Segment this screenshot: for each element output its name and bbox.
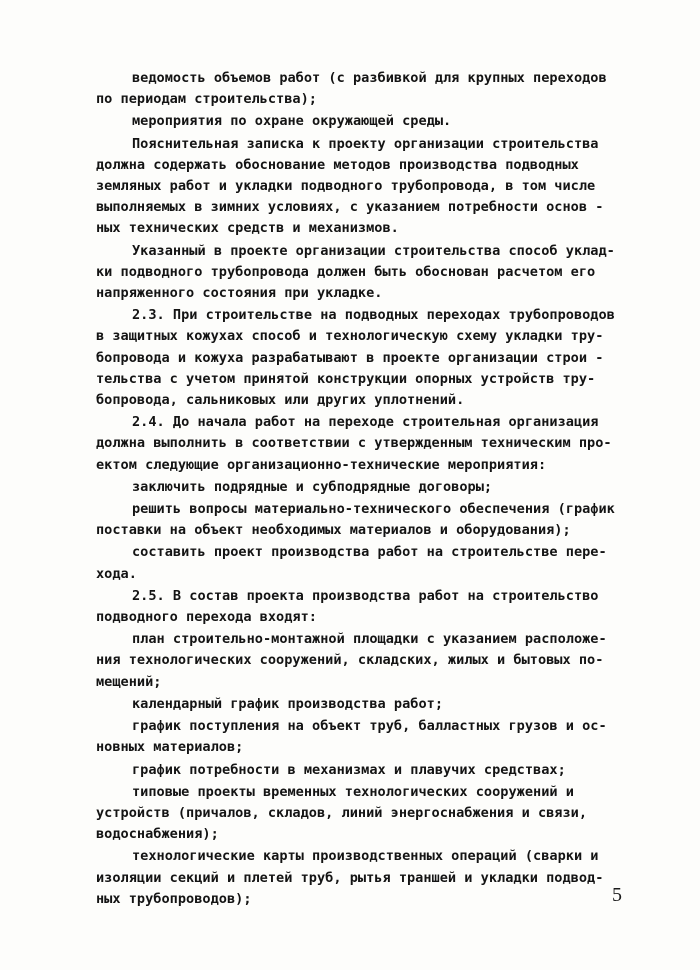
- paragraph: календарный график производства работ;: [132, 695, 443, 712]
- paragraph: план строительно-монтажной площадки с указанием расположе- ния технологических сооружений, складских, жилых и бытовых по- мещений;: [96, 631, 607, 690]
- paragraph: Пояснительная записка к проекту организации строительства должна содержать обоснование методов производства подводных земляных работ и укладки подводного трубопровода, в том числе выполняемых в зимних условиях, с указанием потребности основ - ных технических средств и механизмов.: [96, 135, 604, 237]
- paragraph: график поступления на объект труб, балластных грузов и ос- новных материалов;: [96, 718, 607, 756]
- page-number: 5: [612, 884, 622, 906]
- paragraph: 2.4. До начала работ на переходе строительная организация должна выполнить в соответствии с утвержденным техническим про- ектом следующие организационно-технические мероприятия:: [96, 414, 612, 473]
- paragraph: график потребности в механизмах и плавучих средствах;: [132, 761, 566, 778]
- paragraph: ведомость объемов работ (с разбивкой для крупных переходов по периодам строительства);: [96, 70, 607, 108]
- paragraph: 2.3. При строительстве на подводных переходах трубопроводов в защитных кожухах способ и технологическую схему укладки тру- бопровода и кожуха разрабатывают в проекте организации строи - тельства с учетом принятой конструкции опорных устройств тру- бопровода, сальниковых или других уплотнений.: [96, 307, 615, 409]
- body-text: [96, 68, 626, 911]
- paragraph: мероприятия по охране окружающей среды.: [132, 113, 452, 130]
- paragraph: составить проект производства работ на строительстве пере- хода.: [96, 544, 607, 582]
- paragraph: решить вопросы материально-технического обеспечения (график поставки на объект необходимых материалов и оборудования);: [96, 501, 615, 539]
- paragraph: 2.5. В состав проекта производства работ на строительство подводного перехода входят:: [96, 587, 599, 626]
- paragraph: типовые проекты временных технологических сооружений и устройств (причалов, складов, линий энергоснабжения и связи, водоснабжения);: [96, 783, 588, 843]
- paragraph: заключить подрядные и субподрядные договоры;: [132, 478, 493, 495]
- paragraph: технологические карты производственных операций (сварки и изоляции секций и плетей труб, рытья траншей и укладки подвод- ных трубопроводов);: [96, 848, 604, 907]
- paragraph: Указанный в проекте организации строительства способ уклад- ки подводного трубопровода должен быть обоснован расчетом его напряженного состояния при укладке.: [96, 242, 615, 302]
